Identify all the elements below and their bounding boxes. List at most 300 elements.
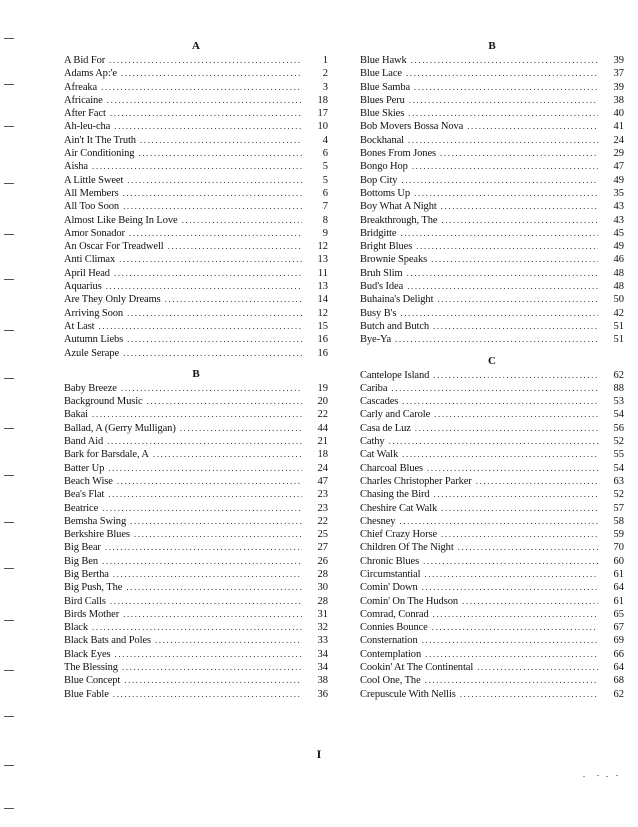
index-entry — [360, 408, 624, 421]
entry-title: Air Conditioning — [64, 148, 135, 160]
dot-leader — [138, 147, 302, 160]
entry-title: All Members — [64, 187, 119, 199]
entry-title: Cool One, The — [360, 675, 421, 687]
index-entry — [64, 515, 328, 528]
dot-leader — [433, 369, 598, 382]
dot-leader — [165, 293, 302, 306]
dot-leader — [110, 595, 302, 608]
dot-leader — [423, 555, 598, 568]
section-heading: B — [192, 367, 200, 380]
index-entry — [64, 395, 328, 408]
entry-page-number: 19 — [317, 382, 328, 394]
dot-leader — [127, 174, 302, 187]
index-entry — [360, 307, 624, 320]
dot-leader — [460, 688, 598, 701]
entry-page-number: 52 — [613, 489, 624, 501]
index-entry — [64, 187, 328, 200]
entry-page-number: 35 — [613, 187, 624, 199]
entry-page-number: 61 — [613, 568, 624, 580]
entry-page-number: 12 — [317, 307, 328, 319]
entry-page-number: 15 — [317, 320, 328, 332]
index-entry — [360, 515, 624, 528]
entry-page-number: 43 — [613, 201, 624, 213]
index-entry — [360, 369, 624, 382]
entry-page-number: 32 — [317, 622, 328, 634]
entry-title: Circumstantial — [360, 568, 421, 580]
entry-page-number: 54 — [613, 409, 624, 421]
entry-title: After Fact — [64, 108, 106, 120]
entry-title: Blue Hawk — [360, 55, 407, 66]
dot-leader — [431, 253, 598, 266]
entry-title: Bruh Slim — [360, 267, 403, 279]
index-entry — [360, 174, 624, 187]
entry-title: Cascades — [360, 396, 399, 408]
dot-leader — [402, 448, 598, 461]
entry-title: Cantelope Island — [360, 369, 430, 381]
entry-page-number: 70 — [613, 542, 624, 554]
entry-title: Cookin' At The Continental — [360, 662, 474, 674]
entry-title: Butch and Butch — [360, 320, 430, 332]
entry-page-number: 4 — [322, 134, 328, 146]
entry-title: Autumn Liebs — [64, 334, 124, 346]
dot-leader — [467, 120, 598, 133]
index-entry — [64, 541, 328, 554]
index-entry — [64, 307, 328, 320]
page-number: I — [316, 747, 322, 761]
dot-leader — [433, 608, 598, 621]
entry-page-number: 29 — [613, 148, 624, 160]
entry-title: Buhaina's Delight — [360, 294, 434, 306]
entry-page-number: 52 — [613, 436, 624, 448]
dot-leader — [414, 187, 598, 200]
entry-page-number: 8 — [322, 214, 328, 226]
entry-page-number: 40 — [613, 108, 624, 120]
index-entry — [360, 67, 624, 80]
dot-leader — [180, 422, 302, 435]
index-entry — [64, 227, 328, 240]
index-entry — [360, 621, 624, 634]
dot-leader — [102, 555, 302, 568]
entry-page-number: 46 — [613, 254, 624, 266]
dot-leader — [440, 147, 598, 160]
entry-page-number: 53 — [613, 396, 624, 408]
entry-title: Big Bear — [64, 542, 101, 554]
dot-leader — [113, 688, 302, 701]
dot-leader — [123, 200, 302, 213]
index-entry — [64, 488, 328, 501]
entry-page-number: 66 — [613, 648, 624, 660]
dot-leader — [122, 661, 302, 674]
dot-leader — [109, 54, 302, 67]
dot-leader — [441, 200, 598, 213]
entry-title: Cathy — [360, 436, 385, 448]
entry-page-number: 24 — [317, 462, 328, 474]
entry-page-number: 31 — [317, 608, 328, 620]
entry-page-number: 48 — [613, 267, 624, 279]
section-heading: A — [192, 40, 200, 52]
dot-leader — [106, 280, 302, 293]
entry-title: Bottoms Up — [360, 187, 411, 199]
dot-leader — [411, 54, 598, 67]
entry-title: Arriving Soon — [64, 307, 124, 319]
dot-leader — [401, 174, 598, 187]
entry-page-number: 23 — [317, 502, 328, 514]
binding-ticks — [0, 0, 20, 827]
entry-title: Bea's Flat — [64, 489, 105, 501]
dot-leader — [134, 528, 302, 541]
entry-page-number: 22 — [317, 515, 328, 527]
dot-leader — [140, 134, 302, 147]
dot-leader — [113, 568, 302, 581]
entry-title: Connies Bounce — [360, 622, 428, 634]
dot-leader — [458, 541, 598, 554]
entry-page-number: 14 — [317, 294, 328, 306]
entry-page-number: 16 — [317, 347, 328, 359]
entry-title: Background Music — [64, 396, 143, 408]
index-entry — [64, 333, 328, 346]
index-entry — [64, 240, 328, 253]
entry-page-number: 34 — [317, 648, 328, 660]
entry-title: Berkshire Blues — [64, 529, 130, 541]
index-entry — [360, 648, 624, 661]
dot-leader — [416, 240, 598, 253]
entry-title: Boy What A Night — [360, 201, 437, 213]
entry-page-number: 18 — [317, 94, 328, 106]
dot-leader — [105, 541, 302, 554]
entry-page-number: 48 — [613, 281, 624, 293]
entry-title: Bird Calls — [64, 595, 106, 607]
index-entry — [64, 293, 328, 306]
entry-title: Batter Up — [64, 462, 105, 474]
entry-page-number: 13 — [317, 254, 328, 266]
dot-leader — [414, 81, 598, 94]
entry-title: Bakai — [64, 409, 88, 421]
index-entry — [360, 502, 624, 515]
index-entry — [64, 595, 328, 608]
entry-title: Birds Mother — [64, 608, 120, 620]
entry-page-number: 59 — [613, 529, 624, 541]
entry-page-number: 33 — [317, 635, 328, 647]
entry-title: Amor Sonador — [64, 227, 125, 239]
section-heading: B — [488, 40, 496, 52]
dot-leader — [129, 227, 302, 240]
entry-title: Afreaka — [64, 81, 98, 93]
entry-title: Contemplation — [360, 648, 422, 660]
dot-leader — [92, 621, 302, 634]
entry-title: The Blessing — [64, 662, 118, 674]
entry-title: Casa de Luz — [360, 422, 411, 434]
entry-title: Carly and Carole — [360, 409, 431, 421]
entry-title: Bemsha Swing — [64, 515, 127, 527]
entry-page-number: 27 — [317, 542, 328, 554]
index-entry — [64, 568, 328, 581]
dot-leader — [147, 395, 302, 408]
entry-title: At Last — [64, 320, 95, 332]
dot-leader — [99, 320, 302, 333]
entry-page-number: 37 — [613, 68, 624, 80]
entry-page-number: 18 — [317, 449, 328, 461]
entry-page-number: 61 — [613, 595, 624, 607]
index-entry — [64, 435, 328, 448]
dot-leader — [395, 333, 598, 346]
dot-leader — [126, 581, 302, 594]
entry-title: Almost Like Being In Love — [64, 214, 178, 226]
entry-title: Consternation — [360, 635, 418, 647]
index-entry — [64, 160, 328, 173]
entry-title: Aquarius — [64, 281, 102, 293]
entry-page-number: 38 — [613, 94, 624, 106]
dot-leader — [123, 608, 302, 621]
entry-title: Blue Fable — [64, 688, 109, 700]
index-entry — [64, 382, 328, 395]
entry-title: A Bid For — [64, 55, 106, 66]
dot-leader — [399, 515, 598, 528]
dot-leader — [400, 307, 598, 320]
index-entry — [360, 227, 624, 240]
entry-title: Busy B's — [360, 307, 397, 319]
index-entry — [64, 408, 328, 421]
dot-leader — [415, 422, 598, 435]
entry-title: Bop City — [360, 174, 398, 186]
entry-page-number: 51 — [613, 320, 624, 332]
index-entry — [64, 320, 328, 333]
entry-page-number: 24 — [613, 134, 624, 146]
dot-leader — [441, 214, 598, 227]
dot-leader — [476, 475, 598, 488]
entry-page-number: 50 — [613, 294, 624, 306]
right-column — [360, 38, 624, 701]
index-entry — [360, 333, 624, 346]
index-entry — [360, 595, 624, 608]
index-entry — [64, 674, 328, 687]
dot-leader — [433, 320, 598, 333]
entry-title: Ballad, A (Gerry Mulligan) — [64, 422, 176, 434]
entry-page-number: 43 — [613, 214, 624, 226]
entry-page-number: 17 — [317, 108, 328, 120]
entry-title: Baby Breeze — [64, 382, 117, 394]
entry-page-number: 11 — [317, 267, 328, 279]
entry-page-number: 41 — [613, 121, 624, 133]
entry-title: Blue Skies — [360, 108, 405, 120]
index-entry — [64, 688, 328, 701]
dot-leader — [389, 435, 598, 448]
index-entry — [360, 462, 624, 475]
entry-page-number: 9 — [322, 227, 328, 239]
dot-leader — [441, 502, 598, 515]
dot-leader — [117, 475, 302, 488]
dot-leader — [102, 502, 302, 515]
entry-title: Blue Concept — [64, 675, 121, 687]
dot-leader — [115, 648, 302, 661]
index-entry — [64, 448, 328, 461]
dot-leader — [434, 408, 598, 421]
entry-page-number: 6 — [322, 148, 328, 160]
entry-title: Blue Lace — [360, 68, 402, 80]
index-entry — [64, 502, 328, 515]
index-entry — [64, 280, 328, 293]
dot-leader — [92, 408, 302, 421]
entry-page-number: 30 — [317, 582, 328, 594]
entry-title: Brownie Speaks — [360, 254, 428, 266]
entry-page-number: 69 — [613, 635, 624, 647]
entry-page-number: 63 — [613, 475, 624, 487]
index-entry — [360, 134, 624, 147]
index-entry — [64, 134, 328, 147]
entry-page-number: 55 — [613, 449, 624, 461]
dot-leader — [121, 382, 302, 395]
dot-leader — [92, 160, 302, 173]
entry-page-number: 47 — [317, 475, 328, 487]
entry-title: Chief Crazy Horse — [360, 529, 438, 541]
entry-page-number: 23 — [317, 489, 328, 501]
index-entry — [360, 240, 624, 253]
index-entry — [360, 674, 624, 687]
dot-leader — [424, 568, 598, 581]
entry-title: Bongo Hop — [360, 161, 408, 173]
entry-title: Bud's Idea — [360, 281, 404, 293]
index-entry — [360, 435, 624, 448]
entry-title: Bridgitte — [360, 227, 397, 239]
dot-leader — [114, 267, 302, 280]
dot-leader — [127, 307, 302, 320]
entry-title: Chesney — [360, 515, 396, 527]
dot-leader — [427, 462, 598, 475]
index-entry — [64, 54, 328, 67]
dot-leader — [432, 621, 598, 634]
index-entry — [360, 422, 624, 435]
entry-page-number: 28 — [317, 595, 328, 607]
entry-page-number: 39 — [613, 81, 624, 93]
entry-title: Beach Wise — [64, 475, 113, 487]
entry-title: Chronic Blues — [360, 555, 420, 567]
dot-leader — [110, 107, 302, 120]
entry-title: Blue Samba — [360, 81, 411, 93]
entry-title: Cariba — [360, 382, 388, 394]
entry-title: Bright Blues — [360, 241, 413, 253]
entry-page-number: 49 — [613, 174, 624, 186]
entry-page-number: 10 — [317, 121, 328, 133]
entry-page-number: 21 — [317, 436, 328, 448]
entry-page-number: 67 — [613, 622, 624, 634]
index-entry — [360, 555, 624, 568]
index-entry — [360, 448, 624, 461]
entry-title: Charcoal Blues — [360, 462, 424, 474]
index-entry — [360, 475, 624, 488]
index-entry — [64, 174, 328, 187]
dot-leader — [153, 448, 302, 461]
entry-title: Big Push, The — [64, 582, 123, 594]
entry-page-number: 68 — [613, 675, 624, 687]
dot-leader — [422, 634, 598, 647]
entry-title: Ain't It The Truth — [64, 134, 136, 146]
index-entry — [360, 541, 624, 554]
entry-page-number: 47 — [613, 161, 624, 173]
entry-page-number: 58 — [613, 515, 624, 527]
dot-leader — [408, 134, 598, 147]
index-entry — [360, 187, 624, 200]
entry-page-number: 51 — [613, 334, 624, 346]
entry-title: Charles Christopher Parker — [360, 475, 472, 487]
entry-page-number: 7 — [322, 201, 328, 213]
entry-page-number: 26 — [317, 555, 328, 567]
entry-page-number: 62 — [613, 688, 624, 700]
index-entry — [360, 395, 624, 408]
entry-title: Are They Only Dreams — [64, 294, 161, 306]
entry-page-number: 1 — [322, 55, 328, 66]
entry-title: Africaine — [64, 94, 103, 106]
dot-leader — [130, 515, 302, 528]
index-entry — [64, 147, 328, 160]
dot-leader — [422, 581, 598, 594]
index-entry — [360, 280, 624, 293]
index-entry — [360, 214, 624, 227]
entry-page-number: 13 — [317, 281, 328, 293]
index-entry — [64, 253, 328, 266]
index-entry — [64, 107, 328, 120]
index-entry — [360, 568, 624, 581]
dot-leader — [434, 488, 598, 501]
entry-page-number: 60 — [613, 555, 624, 567]
entry-title: All Too Soon — [64, 201, 120, 213]
index-entry — [360, 661, 624, 674]
entry-page-number: 28 — [317, 568, 328, 580]
index-entry — [64, 214, 328, 227]
dot-leader — [409, 94, 598, 107]
index-entry — [64, 528, 328, 541]
entry-title: Ah-leu-cha — [64, 121, 111, 133]
entry-title: Beatrice — [64, 502, 99, 514]
entry-page-number: 6 — [322, 187, 328, 199]
entry-title: Bones From Jones — [360, 148, 436, 160]
dot-leader — [107, 94, 302, 107]
entry-title: Anti Climax — [64, 254, 116, 266]
index-entry — [64, 347, 328, 360]
dot-leader — [127, 333, 302, 346]
index-entry — [360, 54, 624, 67]
index-entry — [360, 120, 624, 133]
dot-leader — [155, 634, 302, 647]
dot-leader — [400, 227, 598, 240]
entry-page-number: 16 — [317, 334, 328, 346]
dot-leader — [425, 648, 598, 661]
entry-title: An Oscar For Treadwell — [64, 241, 164, 253]
index-entry — [360, 160, 624, 173]
entry-page-number: 65 — [613, 608, 624, 620]
dot-leader — [101, 81, 302, 94]
dot-leader — [437, 293, 598, 306]
entry-title: Bark for Barsdale, A — [64, 449, 149, 461]
entry-title: Breakthrough, The — [360, 214, 438, 226]
index-entry — [360, 320, 624, 333]
dot-leader — [441, 528, 598, 541]
entry-title: Cat Walk — [360, 449, 399, 461]
entry-page-number: 44 — [317, 422, 328, 434]
entry-title: Black Bats and Poles — [64, 635, 151, 647]
index-entry — [64, 661, 328, 674]
index-entry — [64, 422, 328, 435]
entry-page-number: 88 — [613, 382, 624, 394]
dot-leader — [425, 674, 598, 687]
entry-page-number: 56 — [613, 422, 624, 434]
dot-leader — [123, 187, 302, 200]
index-entry — [64, 621, 328, 634]
index-entry — [64, 120, 328, 133]
entry-title: Comin' On The Hudson — [360, 595, 458, 607]
entry-title: Comrad, Conrad — [360, 608, 429, 620]
index-entry — [360, 267, 624, 280]
entry-title: Cheshire Cat Walk — [360, 502, 438, 514]
entry-title: Black — [64, 622, 88, 634]
